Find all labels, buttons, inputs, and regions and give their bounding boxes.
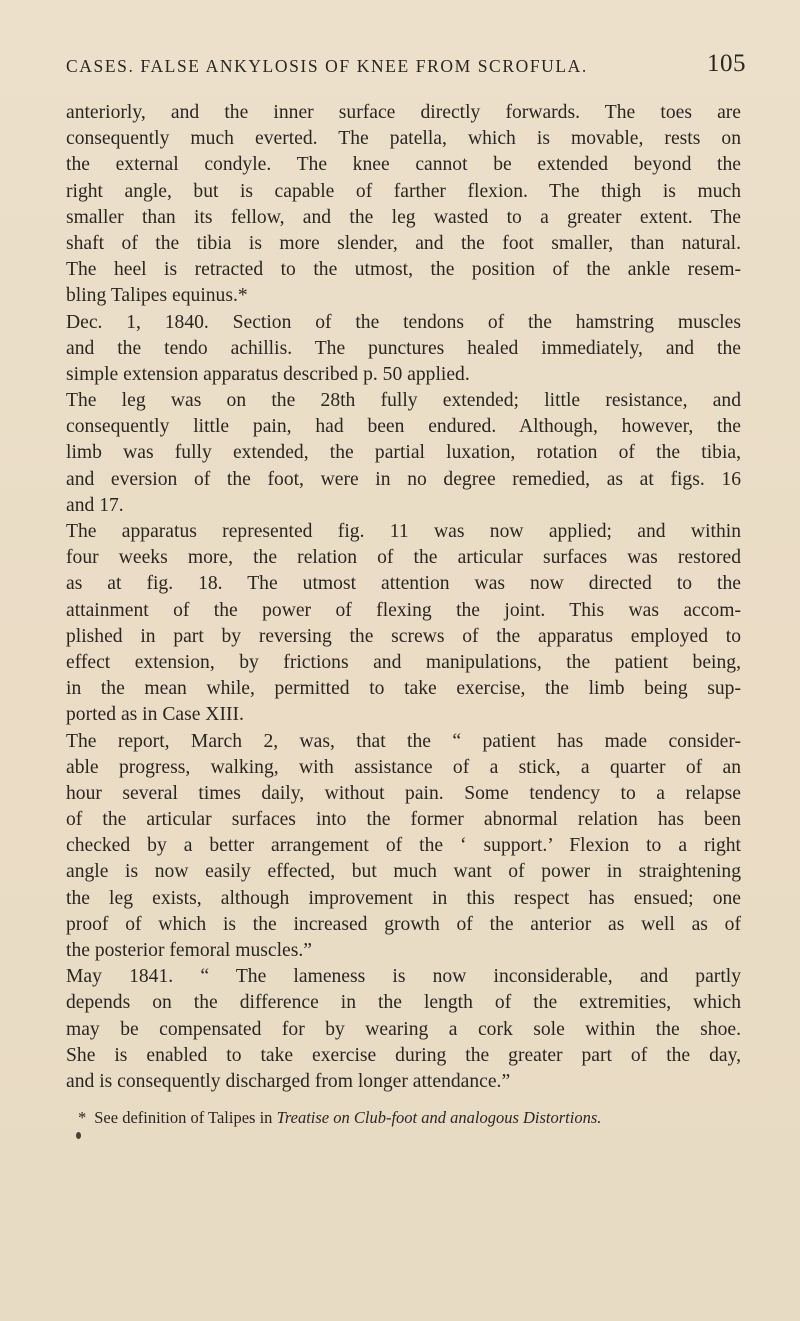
text-line: the leg exists, although improvement in this respect has ensued; one [66, 887, 741, 909]
text-line: checked by a better arrangement of the ‘ support.’ Flexion to a right [66, 835, 741, 857]
text-line: four weeks more, the relation of the articular surfaces was restored [66, 547, 741, 569]
text-line: in the mean while, permitted to take exercise, the limb being sup- [66, 678, 741, 700]
text-line: plished in part by reversing the screws of the apparatus employed to [66, 625, 741, 647]
text-line: and is consequently discharged from longer attendance.” [66, 1070, 511, 1092]
text-line: effect extension, by frictions and manipulations, the patient being, [66, 651, 741, 673]
text-line: smaller than its fellow, and the leg wasted to a greater extent. The [66, 206, 741, 228]
text-line: shaft of the tibia is more slender, and the foot smaller, than natural. [66, 232, 741, 254]
text-line: hour several times daily, without pain. Some tendency to a relapse [66, 782, 741, 804]
footnote [78, 1108, 758, 1128]
text-line: and 17. [66, 494, 124, 516]
text-line: simple extension apparatus described p. 50 applied. [66, 363, 470, 385]
text-line: as at fig. 18. The utmost attention was now directed to the [66, 573, 741, 595]
text-line: consequently little pain, had been endured. Although, however, the [66, 416, 741, 438]
ink-speck [76, 1132, 81, 1139]
text-line: The heel is retracted to the utmost, the position of the ankle resem- [66, 259, 741, 281]
text-line: May 1841. “ The lameness is now inconsiderable, and partly [66, 966, 741, 988]
text-line: The report, March 2, was, that the “ patient has made consider- [66, 730, 741, 752]
text-line: depends on the difference in the length of the extremities, which [66, 992, 741, 1014]
page-number: 105 [707, 50, 746, 77]
text-line: limb was fully extended, the partial luxation, rotation of the tibia, [66, 442, 741, 464]
text-line: of the articular surfaces into the former abnormal relation has been [66, 809, 741, 831]
text-line: She is enabled to take exercise during the greater part of the day, [66, 1044, 741, 1066]
text-line: the posterior femoral muscles.” [66, 940, 312, 961]
text-line: angle is now easily effected, but much want of power in straightening [66, 861, 741, 883]
text-line: anteriorly, and the inner surface directly forwards. The toes are [66, 102, 741, 123]
text-line: able progress, walking, with assistance of a stick, a quarter of an [66, 756, 741, 778]
text-line: bling Talipes equinus.* [66, 285, 248, 307]
running-title: CASES. FALSE ANKYLOSIS OF KNEE FROM SCROFULA. [66, 56, 588, 76]
text-line: attainment of the power of flexing the joint. This was accom- [66, 599, 741, 621]
text-line: Dec. 1, 1840. Section of the tendons of the hamstring muscles [66, 311, 741, 333]
footnote-title: Treatise on Club-foot and analogous Distortions. [276, 1108, 602, 1127]
text-line: The leg was on the 28th fully extended; little resistance, and [66, 390, 741, 412]
footnote-text: See definition of Talipes in [94, 1108, 277, 1127]
text-line: and the tendo achillis. The punctures healed immediately, and the [66, 337, 741, 359]
running-head [66, 52, 746, 82]
body-text [66, 100, 741, 1095]
text-line: and eversion of the foot, were in no degree remedied, as at figs. 16 [66, 468, 741, 490]
text-line: may be compensated for by wearing a cork sole within the shoe. [66, 1018, 741, 1040]
footnote-marker: * [78, 1108, 87, 1127]
text-line: right angle, but is capable of farther flexion. The thigh is much [66, 180, 741, 202]
text-line: consequently much everted. The patella, which is movable, rests on [66, 128, 741, 150]
text-line: proof of which is the increased growth of the anterior as well as of [66, 913, 741, 935]
text-line: the external condyle. The knee cannot be extended beyond the [66, 154, 741, 176]
text-line: ported as in Case XIII. [66, 704, 244, 726]
text-line: The apparatus represented fig. 11 was now applied; and within [66, 521, 741, 542]
